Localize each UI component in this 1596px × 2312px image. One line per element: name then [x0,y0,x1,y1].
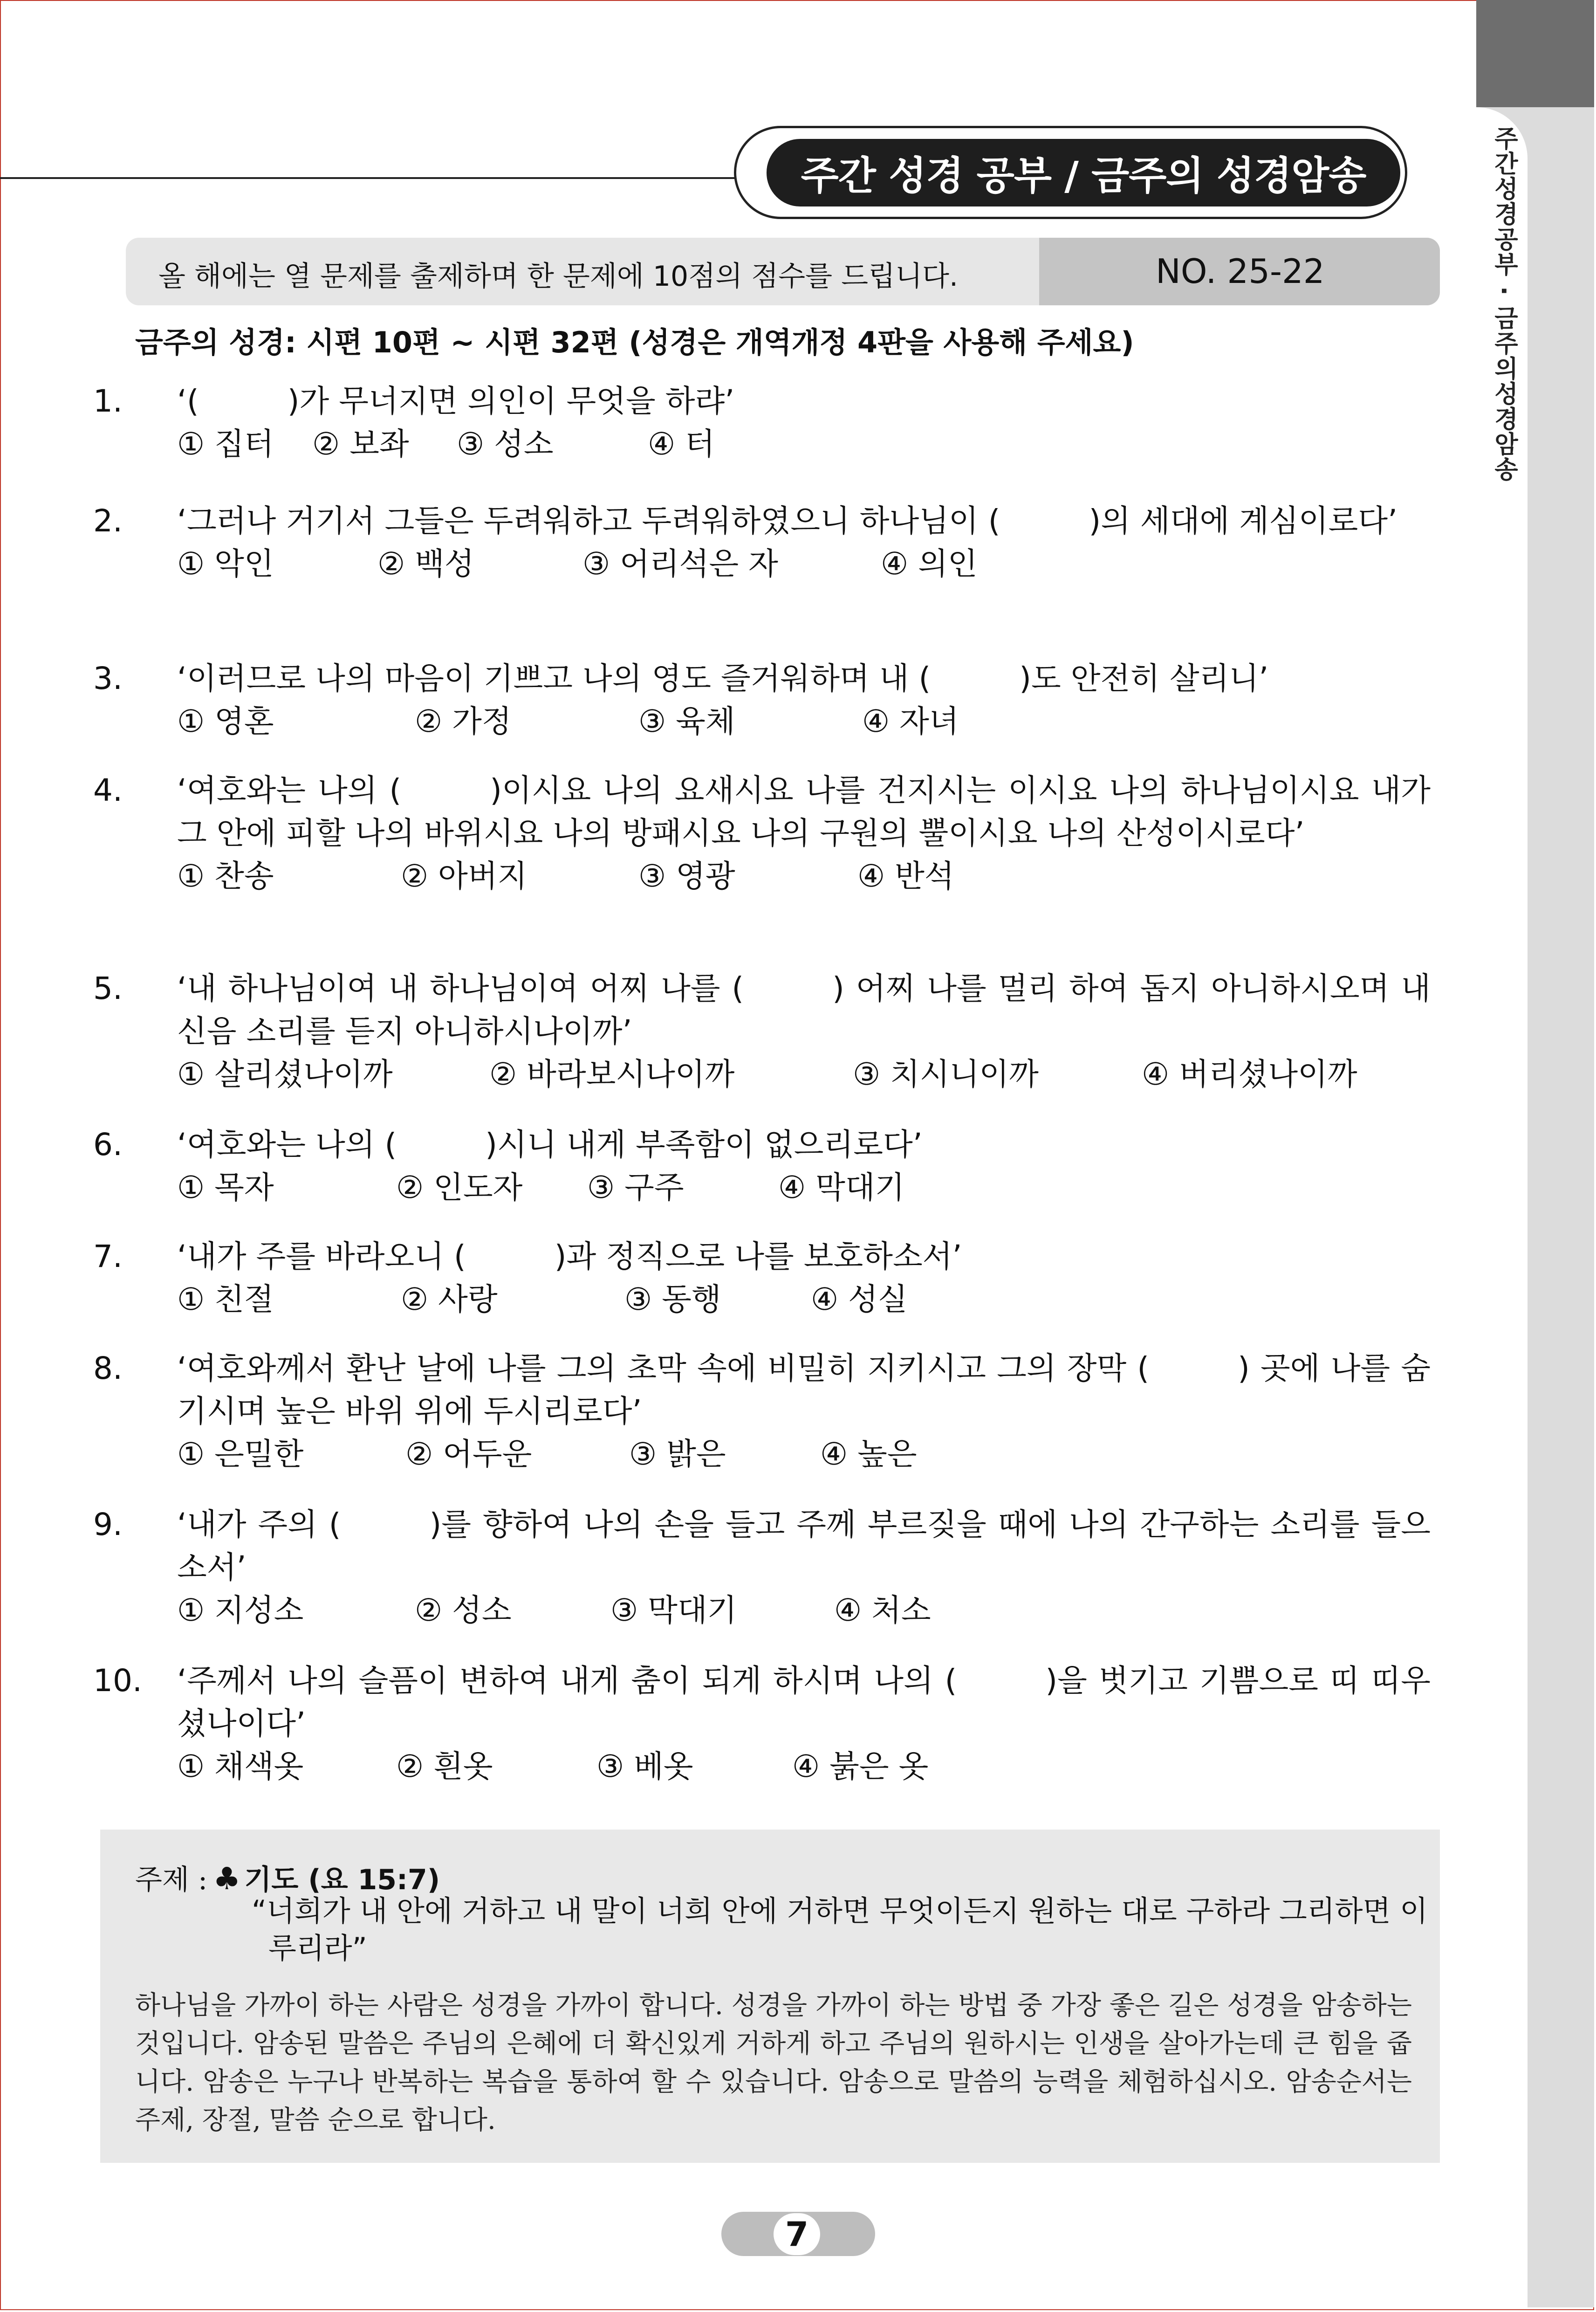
question-number: 4. [93,772,123,808]
question-text-after: )가 무너지면 의인이 무엇을 하랴’ [287,383,735,419]
question-number: 10. [93,1663,142,1699]
question-number: 1. [93,383,123,419]
question-text-after: ) 어찌 나를 멀리 하여 돕지 아니하시오며 내 신음 소리를 듣지 아니하시나이까’ [177,970,1431,1049]
question-8 [93,1347,1431,1476]
question-number: 5. [93,970,123,1006]
question-text-after: )시니 내게 부족함이 없으리로다’ [485,1127,923,1163]
question-10 [93,1659,1431,1788]
option-1: ① 지성소 [177,1592,304,1628]
option-4: ④ 자녀 [862,703,959,739]
option-2: ② 아버지 [401,858,527,894]
option-1: ① 은밀한 [177,1436,304,1472]
option-4: ④ 반석 [857,858,954,894]
question-number: 3. [93,661,123,696]
page-title: 주간 성경 공부 / 금주의 성경암송 [767,139,1400,206]
question-7 [93,1235,1431,1321]
question-text-after: )도 안전히 살리니’ [1019,661,1269,696]
question-text-before: ‘내가 주를 바라오니 ( [177,1239,466,1274]
question-text-after: )의 세대에 계심이로다’ [1089,503,1398,539]
question-3 [93,657,1431,743]
option-4: ④ 터 [648,426,715,462]
option-1: ① 악인 [177,546,274,582]
question-4 [93,769,1431,898]
option-3: ③ 막대기 [610,1592,737,1628]
question-text-before: ‘내 하나님이여 내 하나님이여 어찌 나를 ( [177,970,744,1006]
side-tab-top [1476,0,1594,107]
question-6 [93,1123,1431,1209]
option-1: ① 찬송 [177,858,274,894]
page-number: 7 [774,2213,820,2255]
option-1: ① 살리셨나이까 [177,1056,393,1092]
option-4: ④ 막대기 [778,1170,905,1205]
info-bar-text: 올 해에는 열 문제를 출제하며 한 문제에 10점의 점수를 드립니다. [158,260,959,293]
option-2: ② 인도자 [396,1170,523,1205]
option-4: ④ 높은 [820,1436,917,1472]
option-1: ① 목자 [177,1170,274,1205]
option-3: ③ 베옷 [596,1748,693,1784]
option-2: ② 보좌 [312,426,409,462]
question-text-after: ) 곳에 나를 숨기시며 높은 바위 위에 두시리로다’ [177,1350,1431,1429]
option-3: ③ 어리석은 자 [582,546,778,582]
header-rule [0,177,736,179]
question-9 [93,1503,1431,1632]
option-1: ① 집터 [177,426,274,462]
theme-title: 기도 (요 15:7) [244,1864,440,1896]
option-3: ③ 치시니이까 [853,1056,1039,1092]
question-text-before: ‘( [177,383,199,419]
theme-label: 주제 : [135,1864,208,1896]
club-icon: ♣ [213,1861,241,1897]
option-1: ① 친절 [177,1281,274,1317]
option-2: ② 흰옷 [396,1748,493,1784]
option-2: ② 사랑 [401,1281,498,1317]
option-3: ③ 성소 [457,426,554,462]
option-4: ④ 성실 [811,1281,908,1317]
option-2: ② 성소 [415,1592,512,1628]
question-text-before: ‘여호와께서 환난 날에 나를 그의 초막 속에 비밀히 지키시고 그의 장막 ( [177,1350,1150,1386]
question-text-before: ‘주께서 나의 슬픔이 변하여 내게 춤이 되게 하시며 나의 ( [177,1663,957,1699]
question-number: 8. [93,1350,123,1386]
option-2: ② 어두운 [405,1436,532,1472]
option-2: ② 가정 [415,703,512,739]
theme-heading [135,1858,440,1898]
question-1 [93,380,1431,466]
option-1: ① 채색옷 [177,1748,304,1784]
week-bible-range: 금주의 성경: 시편 10편 ~ 시편 32편 (성경은 개역개정 4판을 사용해 주세요) [135,325,1134,359]
option-3: ③ 동행 [624,1281,721,1317]
option-1: ① 영혼 [177,703,274,739]
question-5 [93,967,1431,1096]
option-3: ③ 구주 [587,1170,684,1205]
question-text-after: )을 벗기고 기쁨으로 띠 띠우셨나이다’ [177,1663,1431,1741]
question-text-before: ‘여호와는 나의 ( [177,772,402,808]
option-4: ④ 처소 [834,1592,931,1628]
option-3: ③ 밝은 [629,1436,726,1472]
question-text-before: ‘여호와는 나의 ( [177,1127,397,1163]
question-text-before: ‘그러나 거기서 그들은 두려워하고 두려워하였으니 하나님이 ( [177,503,1000,539]
question-text-after: )를 향하여 나의 손을 들고 주께 부르짖을 때에 나의 간구하는 소리를 들으소서’ [177,1507,1431,1585]
theme-description: 하나님을 가까이 하는 사람은 성경을 가까이 합니다. 성경을 가까이 하는 방법 중 가장 좋은 길은 성경을 암송하는 것입니다. 암송된 말씀은 주님의 은혜에 더 확신있게 거하게 하고 주님의 원하시는 인생을 살아가는데 큰 힘을 줍니다. 암송은 누구나 반복하는 복습을 통하여 할 수 있습니다. 암송으로 말씀의 능력을 체험하십시오. 암송순서는 주제, 장절, 말씀 순으로 합니다. [135,1990,1412,2135]
question-text-before: ‘이러므로 나의 마음이 기쁘고 나의 영도 즐거워하며 내 ( [177,661,931,696]
question-number: 2. [93,503,123,539]
question-number: 6. [93,1127,123,1163]
question-text-before: ‘내가 주의 ( [177,1507,341,1542]
theme-verse-quote: “너희가 내 안에 거하고 내 말이 너희 안에 거하면 무엇이든지 원하는 대로 구하라 그리하면 이루리라” [252,1894,1428,1965]
option-4: ④ 의인 [881,546,978,582]
option-4: ④ 붉은 옷 [792,1748,929,1784]
option-3: ③ 육체 [638,703,735,739]
question-text-after: )이시요 나의 요새시요 나를 건지시는 이시요 나의 하나님이시요 내가 그 안에 피할 나의 바위시요 나의 방패시요 나의 구원의 뿔이시요 나의 산성이시로다’ [177,772,1431,851]
option-4: ④ 버리셨나이까 [1142,1056,1357,1092]
question-number: 7. [93,1239,123,1274]
question-number: 9. [93,1507,123,1542]
option-3: ③ 영광 [638,858,735,894]
question-text-after: )과 정직으로 나를 보호하소서’ [554,1239,962,1274]
side-tab-label: 주간성경공부 · 금주의성경암송 [1490,126,1518,482]
question-2 [93,500,1431,585]
option-2: ② 백성 [377,546,474,582]
issue-number: NO. 25-22 [1156,252,1325,291]
option-2: ② 바라보시나이까 [489,1056,735,1092]
